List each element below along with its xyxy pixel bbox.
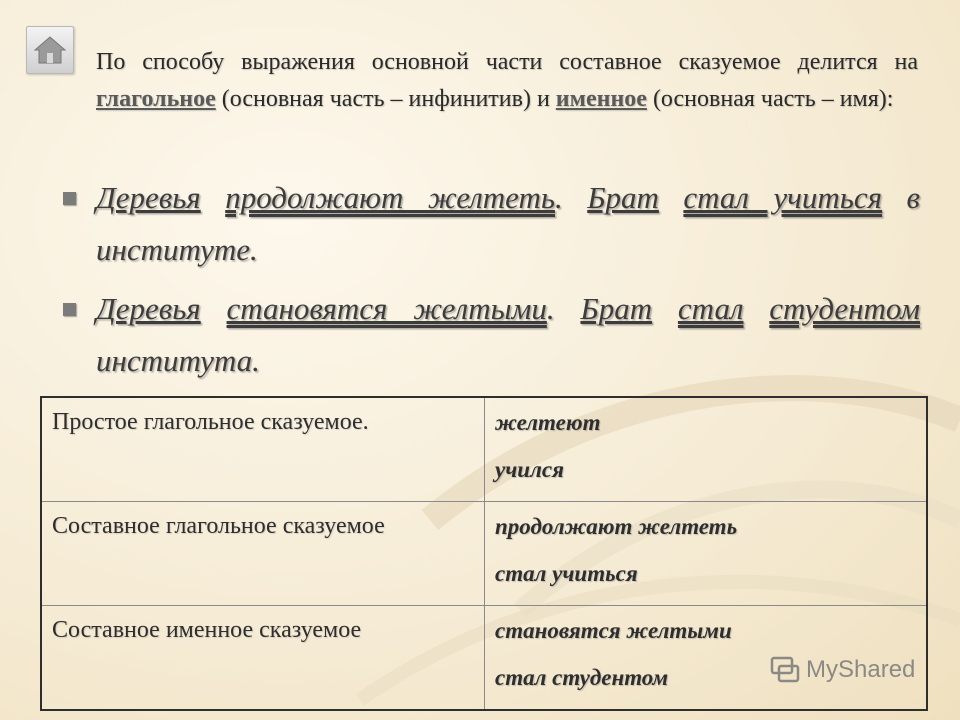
subject-2: Брат [580, 291, 653, 326]
example-word: становятся желтыми [495, 618, 732, 643]
home-icon [33, 34, 67, 66]
predicate-2-link: стал [677, 291, 744, 326]
intro-text-1: По способу выражения основной части составное сказуемое делится на [96, 49, 918, 75]
square-bullet-icon [63, 303, 76, 316]
example-nominal [60, 283, 920, 387]
predicate-type-cell: Составное именное сказуемое [41, 606, 485, 711]
example-word: учился [495, 457, 564, 482]
home-button[interactable] [26, 26, 74, 74]
watermark-label: MyShared [806, 656, 916, 683]
subject-1: Деревья [96, 291, 201, 326]
predicate-type-cell: Простое глагольное сказуемое. [41, 397, 485, 502]
predicate-2-noun: студентом [769, 291, 921, 326]
subject-2: Брат [587, 180, 659, 215]
sentence-tail: в институте. [96, 180, 921, 267]
term-verbal: глагольное [96, 86, 216, 112]
table-row [41, 397, 927, 502]
example-word: продолжают желтеть [495, 514, 738, 539]
predicate-1: продолжают желтеть [225, 180, 555, 215]
term-nominal: именное [555, 86, 647, 112]
predicate-2: стал учиться [683, 180, 883, 215]
sentence-sep: . [555, 180, 588, 215]
sentence-tail: института. [96, 343, 260, 378]
intro-text-3: (основная часть – имя): [646, 86, 894, 112]
intro-text-2: (основная часть – инфинитив) и [215, 86, 556, 112]
predicate-1: становятся желтыми [226, 291, 547, 326]
example-word: стал студентом [495, 665, 669, 690]
predicate-examples-cell [485, 502, 928, 606]
predicate-type-cell: Составное глагольное сказуемое [41, 502, 485, 606]
sentence-sep: . [546, 291, 581, 326]
example-word: стал учиться [495, 561, 638, 586]
myshared-logo-icon [770, 656, 800, 684]
table-row [41, 502, 927, 606]
square-bullet-icon [63, 192, 76, 205]
example-verbal [60, 172, 920, 276]
subject-1: Деревья [96, 180, 201, 215]
intro-paragraph [96, 44, 918, 118]
example-word: желтеют [495, 410, 601, 435]
predicate-examples-cell [485, 397, 928, 502]
myshared-watermark [770, 656, 915, 684]
